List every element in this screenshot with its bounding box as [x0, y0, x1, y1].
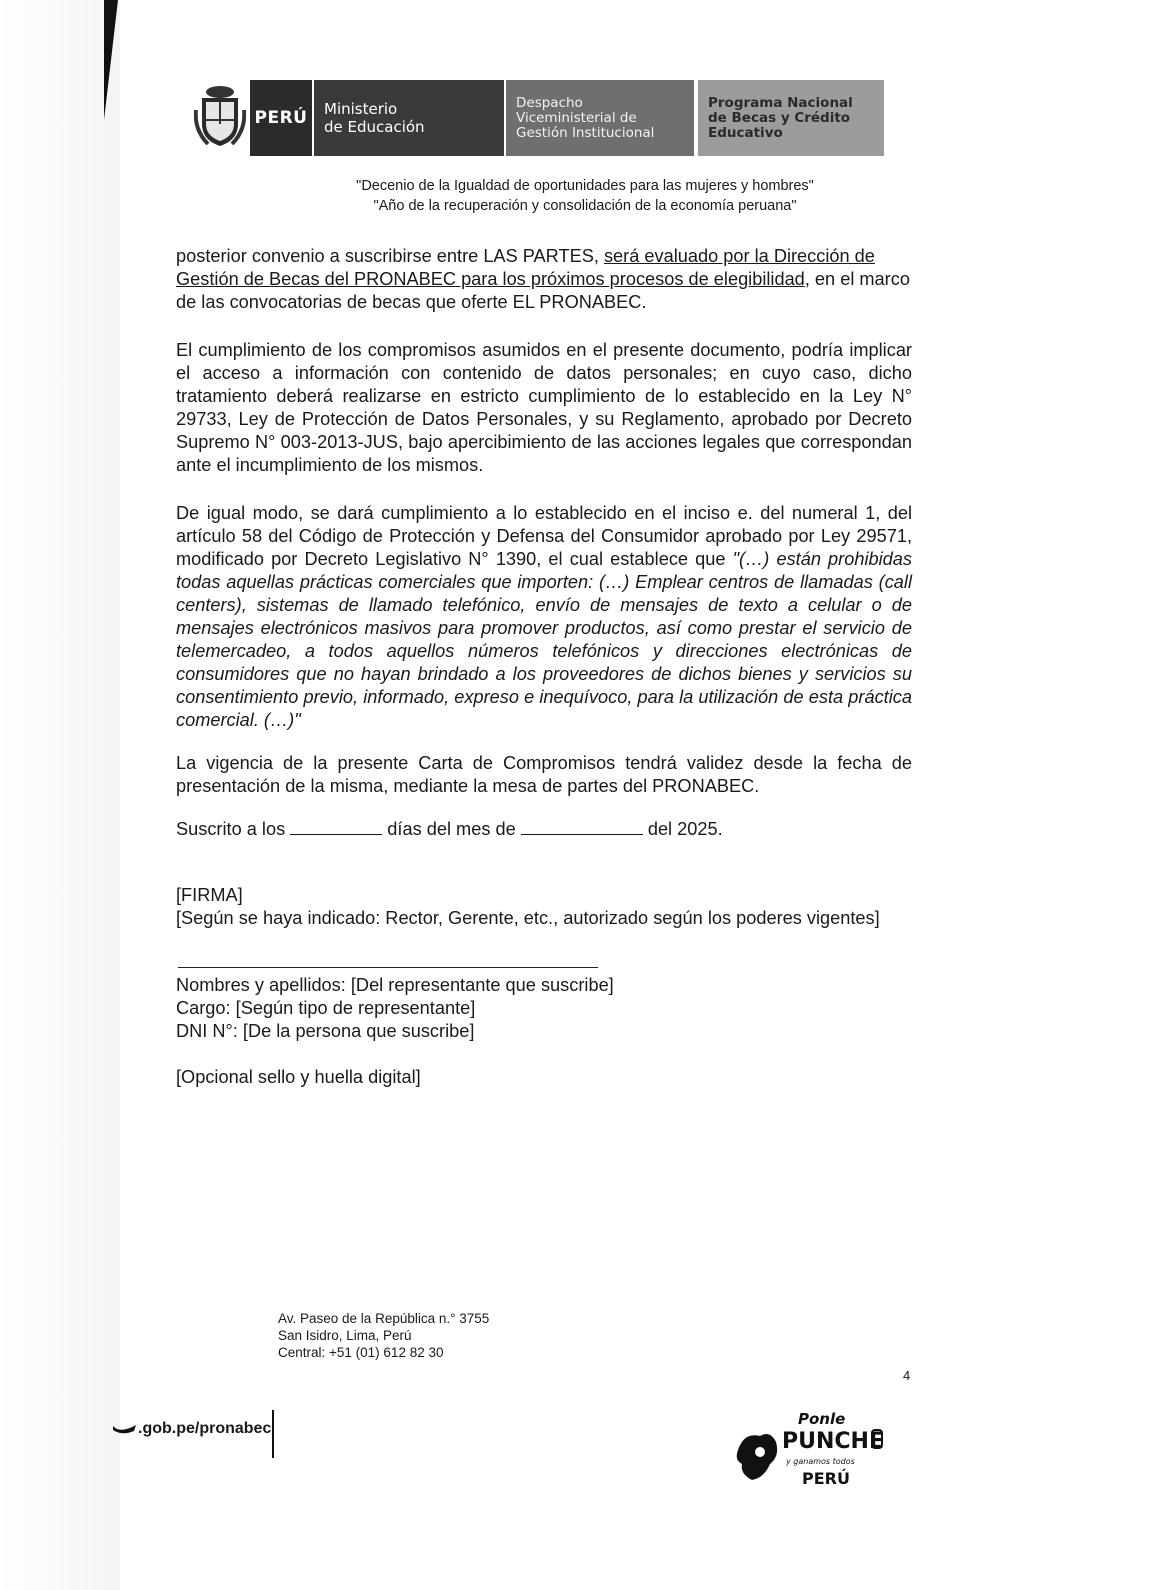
signer-dni: DNI N°: [De la persona que suscribe] [176, 1021, 475, 1041]
motto-line-1: "Decenio de la Igualdad de oportunidades para las mujeres y hombres" [356, 178, 814, 194]
footer-divider [272, 1410, 274, 1458]
program-line2: de Becas y Crédito [708, 109, 851, 126]
paragraph-evaluation [176, 245, 912, 314]
date-middle: días del mes de [387, 819, 516, 839]
office-line1: Despacho [516, 94, 583, 111]
peru-label: PERÚ [250, 80, 312, 156]
program-line3: Educativo [708, 124, 783, 141]
paragraph-data-protection: El cumplimiento de los compromisos asumidos en el presente documento, podría implicar el acceso a información con contenido de datos personales; en cuyo caso, dicho tratamiento deberá realizarse en estricto cumplimiento de lo establecido en la Ley N° 29733, Ley de Protección de Datos Personales, y su Reglamento, aprobado por Decreto Supremo N° 003-2013-JUS, bajo apercibimiento de las acciones legales que correspondan ante el incumplimiento de los mismos. [176, 340, 912, 475]
scan-corner-mark [104, 0, 118, 120]
office-box [506, 80, 694, 156]
program-box [698, 80, 884, 156]
address-phone: Central: +51 (01) 612 82 30 [278, 1345, 444, 1360]
signer-name: Nombres y apellidos: [Del representante que suscribe] [176, 975, 614, 995]
page-number: 4 [903, 1368, 911, 1383]
gob-swoosh-icon [112, 1422, 138, 1436]
website-text: .gob.pe/pronabec [138, 1420, 272, 1437]
signature-label: [FIRMA] [176, 885, 243, 905]
ponle-punche-logo [730, 1402, 890, 1494]
date-prefix: Suscrito a los [176, 819, 286, 839]
institutional-header [194, 80, 884, 156]
paragraph-consumer-code-quote: "(…) están prohibidas todas aquellas prácticas comerciales que importen: (…) Emplear centros de llamadas (call centers), sistemas de llamado telefónico, envío de mensajes de texto a celular o de mensajes electrónicos masivos para promover productos, así como prestar el servicio de telemercadeo, a todos aquellos números telefónicos y direcciones electrónicas de consumidores que no hayan brindado a los proveedores de dichos bienes y servicios su consentimiento previo, informado, expreso e inequívoco, para la utilización de esta práctica comercial. (…)" [176, 549, 912, 730]
website-link[interactable] [112, 1420, 271, 1438]
footer-address [278, 1310, 489, 1361]
motto-line-2: "Año de la recuperación y consolidación de la economía peruana" [373, 198, 797, 214]
paragraph-evaluation-end: , en el marco de las convocatorias de becas que oferte EL PRONABEC. [176, 269, 910, 312]
office-line2: Viceministerial de [516, 109, 637, 126]
ministry-box [314, 80, 504, 156]
logo-main-text: PUNCHE [782, 1429, 884, 1454]
date-suffix: del 2025. [647, 819, 723, 839]
ministry-line2: de Educación [324, 118, 425, 136]
page-edge [0, 0, 120, 1590]
signer-position: Cargo: [Según tipo de representante] [176, 998, 476, 1018]
logo-bottom-text: PERÚ [802, 1469, 850, 1488]
logo-top-text: Ponle [798, 1410, 846, 1428]
paragraph-validity: La vigencia de la presente Carta de Compromisos tendrá validez desde la fecha de presentación de la misma, mediante la mesa de partes del PRONABEC. [176, 753, 912, 796]
seal-note: [Opcional sello y huella digital] [176, 1067, 421, 1087]
logo-sub-text: y ganamos todos [786, 1457, 855, 1466]
program-line1: Programa Nacional [708, 94, 853, 111]
coat-of-arms-icon [194, 80, 246, 152]
address-line1: Av. Paseo de la República n.° 3755 [278, 1311, 490, 1326]
signing-date-line [176, 818, 912, 841]
ministry-line1: Ministerio [324, 100, 398, 118]
day-blank[interactable] [290, 818, 382, 835]
paragraph-evaluation-underlined: será evaluado por la Dirección de Gestión de Becas del PRONABEC para los próximos procesos de elegibilidad [176, 246, 875, 289]
signature-role: [Según se haya indicado: Rector, Gerente, etc., autorizado según los poderes vigentes] [176, 908, 880, 928]
month-blank[interactable] [521, 818, 643, 835]
paragraph-evaluation-start: posterior convenio a suscribirse entre LAS PARTES, [176, 246, 604, 266]
paragraph-consumer-code [176, 502, 912, 732]
office-line3: Gestión Institucional [516, 124, 655, 141]
paragraph-consumer-code-intro: De igual modo, se dará cumplimiento a lo establecido en el inciso e. del numeral 1, del artículo 58 del Código de Protección y Defensa del Consumidor aprobado por Ley 29571, modificado por Decreto Legislativo N° 1390, el cual establece que [176, 503, 912, 569]
signature-line [178, 967, 598, 968]
address-line2: San Isidro, Lima, Perú [278, 1328, 412, 1343]
